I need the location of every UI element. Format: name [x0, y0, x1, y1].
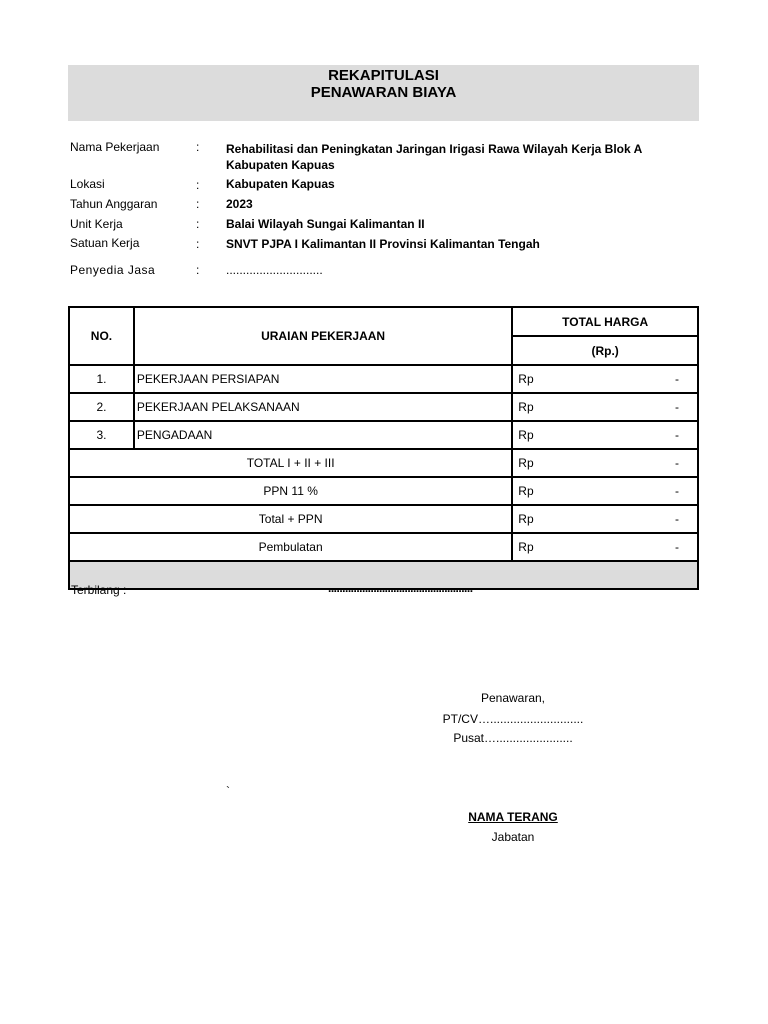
amount-value: -: [675, 540, 679, 554]
row-desc: PEKERJAAN PELAKSANAAN: [134, 393, 512, 421]
penyedia-jasa-label: Penyedia Jasa: [70, 263, 156, 277]
stray-mark: `: [226, 784, 230, 798]
signatory-name-text: NAMA TERANG: [468, 810, 558, 824]
row-desc: PEKERJAAN PERSIAPAN: [134, 365, 512, 393]
title-line-1: REKAPITULASI: [328, 67, 439, 84]
unit-kerja-label: Unit Kerja: [70, 217, 123, 231]
table-row: [69, 365, 698, 393]
tahun-anggaran-label: Tahun Anggaran: [70, 197, 158, 211]
colon: :: [196, 263, 200, 277]
terbilang-label: Terbilang :: [71, 583, 127, 597]
currency-label: Rp: [518, 428, 534, 442]
colon: :: [196, 178, 200, 192]
header-unit: (Rp.): [512, 336, 698, 365]
nama-pekerjaan-line-1: Rehabilitasi dan Peningkatan Jaringan Irigasi Rawa Wilayah Kerja Blok A: [226, 142, 643, 156]
lokasi-value: Kabupaten Kapuas: [226, 177, 335, 191]
total-ppn-label: Total + PPN: [69, 505, 512, 533]
row-desc: PENGADAAN: [134, 421, 512, 449]
terbilang-value: ...................................................: [328, 581, 473, 595]
pembulatan-label: Pembulatan: [69, 533, 512, 561]
signatory-position: Jabatan: [491, 830, 535, 844]
row-amount: [512, 477, 698, 505]
table-row: [69, 393, 698, 421]
satuan-kerja-value: SNVT PJPA I Kalimantan II Provinsi Kalimantan Tengah: [226, 237, 540, 251]
nama-pekerjaan-line-2: Kabupaten Kapuas: [226, 158, 335, 172]
nama-pekerjaan-value: [226, 141, 666, 173]
row-amount: [512, 533, 698, 561]
currency-label: Rp: [518, 456, 534, 470]
row-amount: [512, 421, 698, 449]
amount-value: -: [675, 372, 679, 386]
currency-label: Rp: [518, 512, 534, 526]
penyedia-jasa-value: .............................: [226, 263, 323, 277]
tahun-anggaran-value: 2023: [226, 197, 253, 211]
amount-value: -: [675, 512, 679, 526]
currency-label: Rp: [518, 484, 534, 498]
terbilang-row: [69, 561, 698, 589]
total-label: TOTAL I + II + III: [69, 449, 512, 477]
amount-value: -: [675, 400, 679, 414]
document-title: [68, 65, 699, 121]
amount-value: -: [675, 456, 679, 470]
row-amount: [512, 365, 698, 393]
currency-label: Rp: [518, 372, 534, 386]
header-no: NO.: [69, 307, 134, 365]
rekapitulasi-table: [68, 306, 699, 597]
pembulatan-row: [69, 533, 698, 561]
row-amount: [512, 449, 698, 477]
colon: :: [196, 197, 200, 211]
row-no: 3.: [69, 421, 134, 449]
currency-label: Rp: [518, 400, 534, 414]
colon: :: [196, 237, 200, 251]
amount-value: -: [675, 428, 679, 442]
row-amount: [512, 505, 698, 533]
table-header-row: [69, 307, 698, 336]
row-no: 1.: [69, 365, 134, 393]
header-uraian: URAIAN PEKERJAAN: [134, 307, 512, 365]
colon: :: [196, 217, 200, 231]
satuan-kerja-label: Satuan Kerja: [70, 236, 140, 250]
row-no: 2.: [69, 393, 134, 421]
row-amount: [512, 393, 698, 421]
colon: :: [196, 140, 200, 154]
currency-label: Rp: [518, 540, 534, 554]
ppn-row: [69, 477, 698, 505]
ppn-label: PPN 11 %: [69, 477, 512, 505]
header-total-harga: TOTAL HARGA: [512, 307, 698, 336]
penawaran-label: Penawaran,: [480, 691, 546, 705]
signatory-name: [413, 810, 613, 824]
nama-pekerjaan-label: Nama Pekerjaan: [70, 140, 160, 154]
title-line-2: PENAWARAN BIAYA: [310, 84, 457, 101]
table-row: [69, 421, 698, 449]
company-line: PT/CV…............................: [442, 712, 584, 726]
total-row: [69, 449, 698, 477]
lokasi-label: Lokasi: [70, 177, 105, 191]
total-ppn-row: [69, 505, 698, 533]
terbilang-cell: [69, 561, 698, 597]
amount-value: -: [675, 484, 679, 498]
pusat-line: Pusat….......................: [453, 731, 573, 745]
unit-kerja-value: Balai Wilayah Sungai Kalimantan II: [226, 217, 425, 231]
